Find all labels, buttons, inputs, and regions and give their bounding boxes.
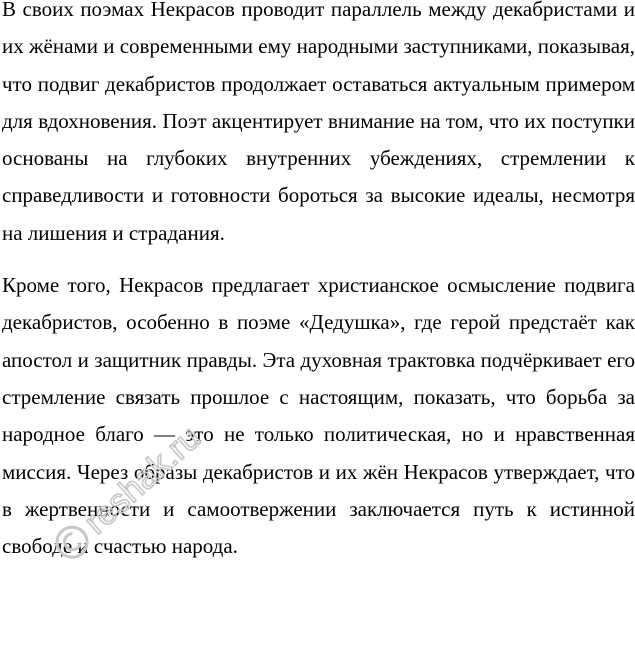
document-body [2, 0, 635, 565]
paragraph-1: В своих поэмах Некрасов проводит параллель между декабристами и их жёнами и современными ему народными заступниками, показывая, что подвиг декабристов продолжает оставаться актуальным примером для вдохновения. Поэт акцентирует внимание на том, что их поступки основаны на глубоких внутренних убеждениях, стремлении к справедливости и готовности бороться за высокие идеалы, несмотря на лишения и страдания. [2, 0, 635, 245]
watermark-text: reshak.ru [77, 418, 208, 542]
paragraph-2: Кроме того, Некрасов предлагает христианское осмысление подвига декабристов, особенно в поэме «Дедушка», где герой предстаёт как апостол и защитник правды. Эта духовная трактовка подчёркивает его стремление связать прошлое с настоящим, показать, что борьба за народное благо — это не только политическая, но и нравственная миссия. Через образы декабристов и их жён Некрасов утверждает, что в жертвенности и самоотвержении заключается путь к истинной свободе и счастью народа. [2, 273, 635, 559]
